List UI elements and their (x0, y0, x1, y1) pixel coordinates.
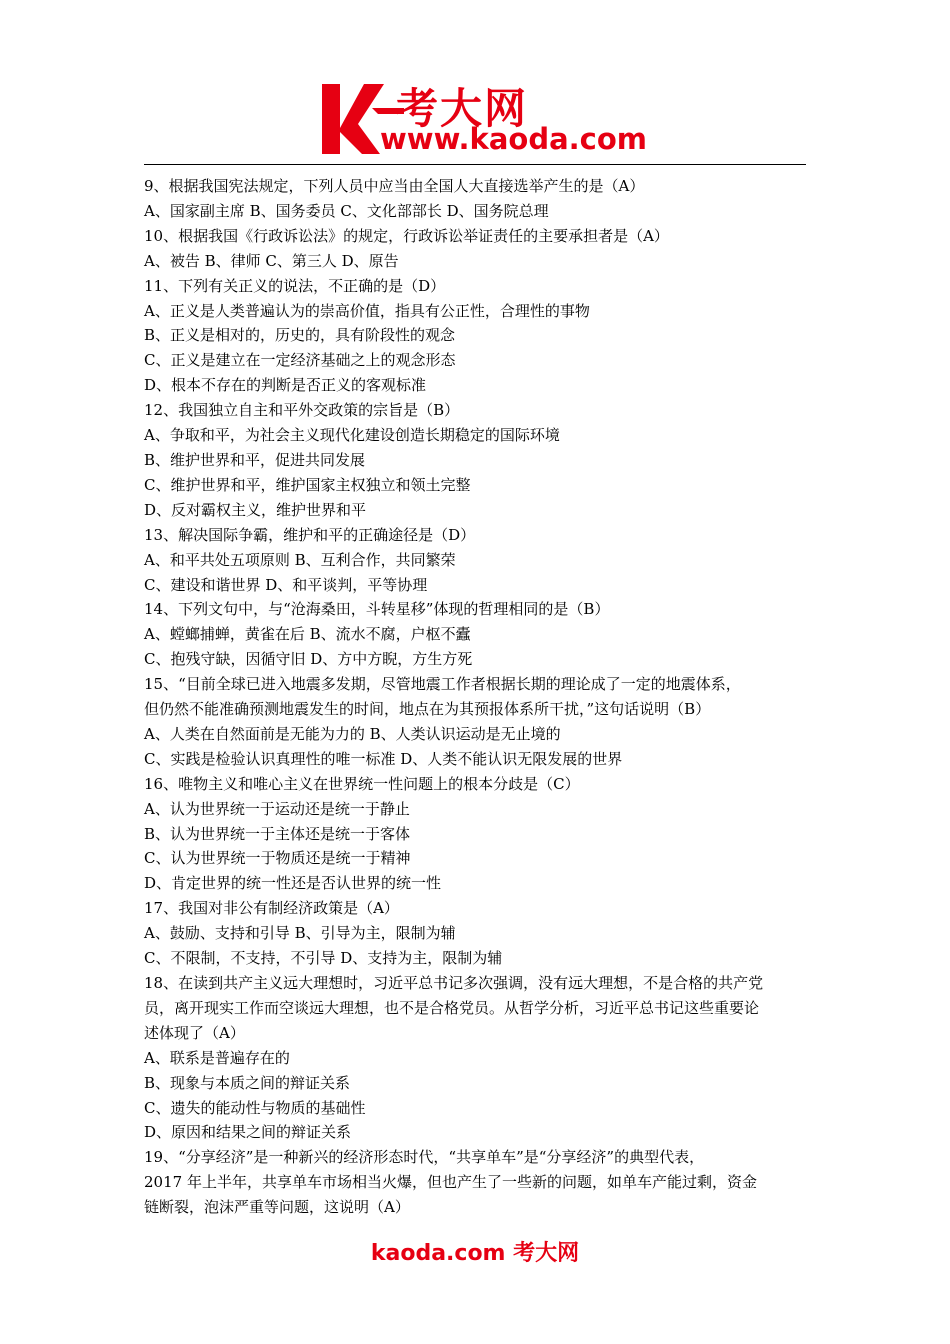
text-line: 13、解决国际争霸，维护和平的正确途径是（D） (144, 525, 476, 544)
text-line: A、鼓励、支持和引导 B、引导为主，限制为辅 (144, 924, 456, 943)
text-line: B、维护世界和平，促进共同发展 (144, 450, 366, 469)
text-line: 但仍然不能准确预测地震发生的时间，地点在为其预报体系所干扰，”这句话说明（B） (144, 700, 711, 719)
question-text (144, 174, 806, 1220)
text-line: C、建设和谐世界 D、和平谈判，平等协理 (144, 575, 428, 594)
text-line: D、原因和结果之间的辩证关系 (144, 1123, 352, 1142)
text-line: 18、在读到共产主义远大理想时，习近平总书记多次强调，没有远大理想，不是合格的共产党 (144, 974, 764, 992)
logo-url: www.kaoda.com (380, 122, 647, 156)
site-logo (318, 78, 658, 160)
text-line: C、认为世界统一于物质还是统一于精神 (144, 849, 411, 868)
text-line: 12、我国独立自主和平外交政策的宗旨是（B） (144, 401, 460, 420)
text-line: 员，离开现实工作而空谈远大理想，也不是合格党员。从哲学分析，习近平总书记这些重要论 (144, 998, 760, 1017)
text-line: C、抱残守缺，因循守旧 D、方中方睨，方生方死 (144, 650, 473, 669)
text-line: D、反对霸权主义，维护世界和平 (144, 500, 367, 519)
logo-title: 考大网 (396, 84, 529, 133)
text-line: A、认为世界统一于运动还是统一于静止 (144, 799, 410, 818)
footer-watermark: kaoda.com 考大网 (370, 1241, 580, 1266)
text-line: A、被告 B、律师 C、第三人 D、原告 (144, 251, 399, 270)
text-line: B、认为世界统一于主体还是统一于客体 (144, 824, 411, 843)
text-line: A、正义是人类普遍认为的崇高价值，指具有公正性，合理性的事物 (144, 301, 590, 320)
text-line: C、维护世界和平，维护国家主权独立和领土完整 (144, 475, 471, 494)
text-line: C、正义是建立在一定经济基础之上的观念形态 (144, 351, 456, 370)
text-line: C、实践是检验认识真理性的唯一标准 D、人类不能认识无限发展的世界 (144, 749, 623, 768)
header-divider (144, 164, 806, 165)
text-line: D、根本不存在的判断是否正义的客观标准 (144, 376, 427, 395)
text-line: 19、“分享经济”是一种新兴的经济形态时代，“共享单车”是“分享经济”的典型代表， (144, 1148, 705, 1167)
text-line: 15、“目前全球已进入地震多发期，尽管地震工作者根据长期的理论成了一定的地震体系， (144, 675, 741, 694)
text-line: A、联系是普遍存在的 (144, 1048, 290, 1067)
text-line: 14、下列文句中，与“沧海桑田，斗转星移”体现的哲理相同的是（B） (144, 600, 610, 619)
text-line: A、和平共处五项原则 B、互利合作，共同繁荣 (144, 550, 456, 569)
text-line: 10、根据我国《行政诉讼法》的规定，行政诉讼举证责任的主要承担者是（A） (144, 226, 669, 245)
text-line: A、争取和平，为社会主义现代化建设创造长期稳定的国际环境 (144, 426, 560, 445)
text-line: 11、下列有关正义的说法，不正确的是（D） (144, 276, 446, 295)
text-line: 述体现了（A） (144, 1023, 245, 1042)
text-line: B、正义是相对的，历史的，具有阶段性的观念 (144, 326, 456, 345)
text-line: 16、唯物主义和唯心主义在世界统一性问题上的根本分歧是（C） (144, 774, 580, 793)
text-line: 链断裂，泡沫严重等问题，这说明（A） (144, 1198, 410, 1217)
text-line: A、国家副主席 B、国务委员 C、文化部部长 D、国务院总理 (144, 201, 549, 220)
text-line: D、肯定世界的统一性还是否认世界的统一性 (144, 874, 442, 893)
text-line: 17、我国对非公有制经济政策是（A） (144, 899, 399, 918)
text-line: C、遗失的能动性与物质的基础性 (144, 1098, 366, 1117)
text-line: 9、根据我国宪法规定，下列人员中应当由全国人大直接选举产生的是（A） (144, 177, 645, 195)
text-line: C、不限制，不支持，不引导 D、支持为主，限制为辅 (144, 949, 503, 968)
text-line: A、螳螂捕蝉，黄雀在后 B、流水不腐，户枢不蠹 (144, 625, 471, 644)
text-line: 2017 年上半年，共享单车市场相当火爆，但也产生了一些新的问题，如单车产能过剩，资金 (144, 1173, 757, 1192)
text-line: A、人类在自然面前是无能为力的 B、人类认识运动是无止境的 (144, 724, 561, 743)
text-line: B、现象与本质之间的辩证关系 (144, 1073, 351, 1092)
